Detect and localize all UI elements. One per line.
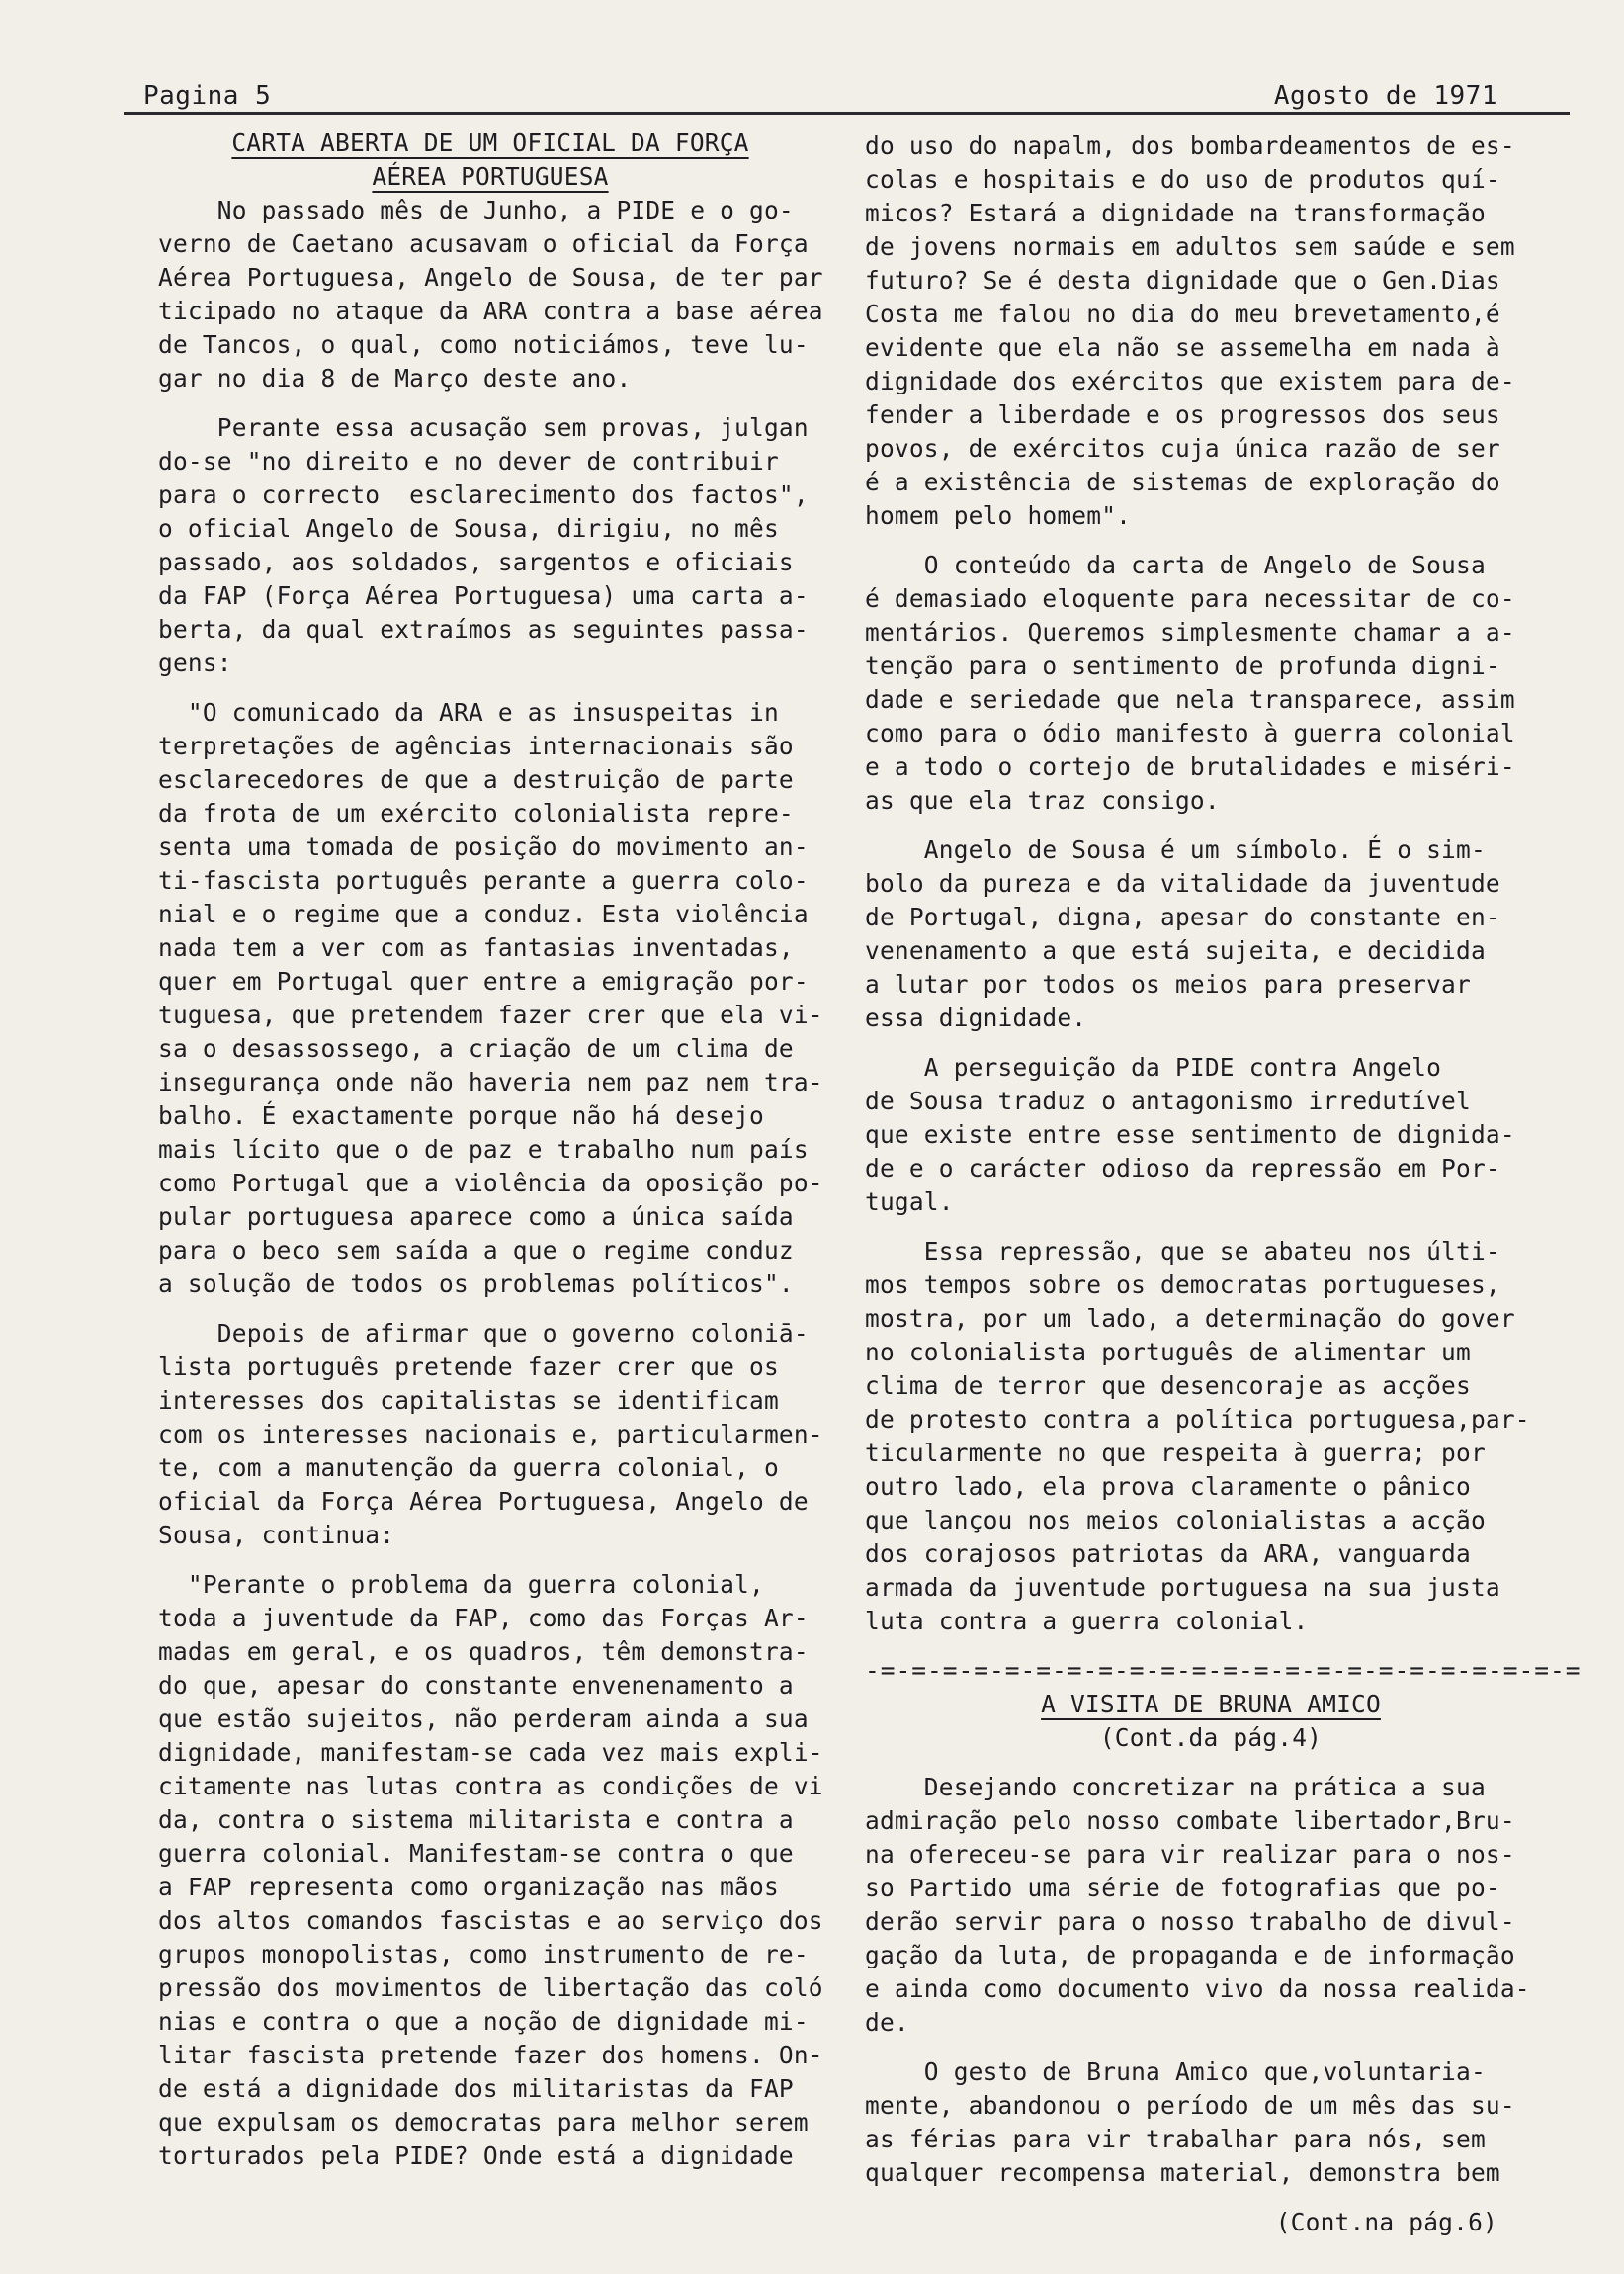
paragraph-gap — [158, 395, 822, 411]
text-line: "Perante o problema da guerra colonial, — [158, 1570, 764, 1599]
continued-on-note: (Cont.na pág.6) — [1275, 2208, 1497, 2236]
text-line: bolo da pureza e da vitalidade da juventude — [865, 869, 1500, 898]
text-line: ticularmente no que respeita à guerra; por — [865, 1439, 1486, 1467]
article-paragraph — [158, 696, 822, 1301]
publication-date: Agosto de 1971 — [1273, 81, 1497, 111]
text-line: nias e contra o que a noção de dignidade mi- — [158, 2007, 809, 2036]
text-line: interesses dos capitalistas se identificam — [158, 1386, 779, 1415]
continued-from-note: (Cont.da pág.4) — [1099, 1723, 1323, 1752]
text-line: a solução de todos os problemas políticos". — [158, 1269, 794, 1298]
text-line: pular portuguesa aparece como a única saída — [158, 1202, 794, 1231]
text-line: a lutar por todos os meios para preservar — [865, 970, 1471, 999]
text-line: micos? Estará a dignidade na transformação — [865, 199, 1486, 227]
paragraph-gap — [158, 1552, 822, 1568]
text-line: Sousa, continua: — [158, 1521, 395, 1549]
paragraph-gap — [158, 680, 822, 696]
text-line: no colonialista português de alimentar um — [865, 1338, 1471, 1366]
text-line: fender a liberdade e os progressos dos seus — [865, 400, 1500, 429]
text-line: berta, da qual extraímos as seguintes passa- — [158, 615, 809, 644]
text-line: oficial da Força Aérea Portuguesa, Angelo de — [158, 1487, 809, 1516]
text-line: balho. É exactamente porque não há desejo — [158, 1101, 764, 1130]
text-line: dade e seriedade que nela transparece, assim — [865, 685, 1515, 714]
paragraph-gap — [865, 818, 1557, 833]
article-paragraph — [158, 1568, 822, 2173]
text-line: Essa repressão, que se abateu nos últi- — [865, 1237, 1500, 1266]
text-line: que expulsam os democratas para melhor serem — [158, 2108, 809, 2137]
text-line: outro lado, ela prova claramente o pânico — [865, 1472, 1471, 1501]
article-paragraph — [158, 1317, 822, 1552]
text-line: ti-fascista português perante a guerra colo- — [158, 866, 809, 895]
text-line: de Tancos, o qual, como noticiámos, teve lu- — [158, 330, 809, 359]
paragraph-gap — [158, 2173, 822, 2189]
paragraph-gap — [865, 1219, 1557, 1235]
text-line: dos corajosos patriotas da ARA, vanguarda — [865, 1539, 1471, 1568]
text-line: e a todo o cortejo de brutalidades e miséri- — [865, 752, 1515, 781]
article-paragraph — [865, 130, 1557, 533]
text-line: dignidade dos exércitos que existem para de- — [865, 367, 1515, 395]
right-column — [865, 130, 1581, 2239]
text-line: gar no dia 8 de Março deste ano. — [158, 364, 632, 393]
text-line: de e o carácter odioso da repressão em Por- — [865, 1154, 1500, 1182]
text-line: venenamento a que está sujeita, e decidida — [865, 936, 1486, 965]
text-line: passado, aos soldados, sargentos e oficiais — [158, 548, 794, 576]
text-line: colas e hospitais e do uso de produtos quí- — [865, 165, 1500, 194]
article-paragraph — [865, 549, 1557, 818]
text-line: da, contra o sistema militarista e contra a — [158, 1805, 794, 1834]
text-line: para o beco sem saída a que o regime conduz — [158, 1236, 794, 1265]
text-line: dos altos comandos fascistas e ao serviço dos — [158, 1906, 823, 1935]
text-line: do que, apesar do constante envenenamento a — [158, 1671, 794, 1700]
text-line: Desejando concretizar na prática a sua — [865, 1773, 1486, 1801]
text-line: quer em Portugal quer entre a emigração por- — [158, 967, 809, 996]
text-line: do-se "no direito e no dever de contribuir — [158, 447, 779, 476]
text-line: as que ela traz consigo. — [865, 786, 1220, 815]
text-line: "O comunicado da ARA e as insuspeitas in — [158, 698, 779, 727]
article-paragraph — [158, 411, 822, 680]
text-line: Perante essa acusação sem provas, julgan — [158, 413, 809, 442]
text-line: na ofereceu-se para vir realizar para o nos- — [865, 1840, 1515, 1869]
text-line: esclarecedores de que a destruição de parte — [158, 765, 794, 794]
page-number: Pagina 5 — [143, 81, 272, 111]
article-title: CARTA ABERTA DE UM OFICIAL DA FORÇA — [231, 129, 749, 157]
text-line: clima de terror que desencoraje as acções — [865, 1371, 1471, 1400]
text-line: homem pelo homem". — [865, 501, 1132, 530]
text-line: No passado mês de Junho, a PIDE e o go- — [158, 196, 794, 224]
article-paragraph — [865, 1051, 1557, 1219]
section-separator: -=-=-=-=-=-=-=-=-=-=-=-=-=-=-=-=-=-=-=-=-=-=-= — [865, 1656, 1581, 1685]
text-line: armada da juventude portuguesa na sua justa — [865, 1573, 1500, 1602]
header-rule — [124, 112, 1570, 115]
text-line: O gesto de Bruna Amico que,voluntaria- — [865, 2057, 1486, 2086]
text-line: de. — [865, 2008, 909, 2037]
text-line: gação da luta, de propaganda e de informação — [865, 1941, 1515, 1969]
text-line: so Partido uma série de fotografias que po- — [865, 1874, 1500, 1902]
article-title: AÉREA PORTUGUESA — [372, 162, 609, 191]
text-line: que lançou nos meios colonialistas a acção — [865, 1506, 1486, 1534]
text-line: futuro? Se é desta dignidade que o Gen.Dias — [865, 266, 1500, 295]
text-line: de está a dignidade dos militaristas da FAP — [158, 2074, 794, 2103]
text-line: a FAP representa como organização nas mãos — [158, 1873, 779, 1901]
text-line: verno de Caetano acusavam o oficial da Força — [158, 229, 809, 258]
text-line: como para o ódio manifesto à guerra colonial — [865, 719, 1515, 747]
text-line: de Portugal, digna, apesar do constante en- — [865, 903, 1500, 931]
text-line: madas em geral, e os quadros, têm demonstra- — [158, 1637, 809, 1666]
text-line: luta contra a guerra colonial. — [865, 1607, 1309, 1635]
text-line: as férias para vir trabalhar para nós, sem — [865, 2125, 1486, 2153]
section-paragraph — [865, 1771, 1557, 2040]
text-line: citamente nas lutas contra as condições de vi — [158, 1772, 823, 1800]
text-line: mentários. Queremos simplesmente chamar a a- — [865, 618, 1515, 647]
paragraph-gap — [865, 2190, 1557, 2206]
text-line: toda a juventude da FAP, como das Forças Ar- — [158, 1604, 809, 1632]
text-line: gens: — [158, 649, 232, 677]
text-line: de Sousa traduz o antagonismo irredutível — [865, 1087, 1471, 1115]
text-line: Aérea Portuguesa, Angelo de Sousa, de ter par — [158, 263, 823, 292]
text-line: da FAP (Força Aérea Portuguesa) uma carta a- — [158, 581, 809, 610]
text-line: ticipado no ataque da ARA contra a base aérea — [158, 297, 823, 325]
article-paragraph — [865, 1235, 1557, 1638]
text-line: grupos monopolistas, como instrumento de re- — [158, 1940, 809, 1968]
article-paragraph — [865, 833, 1557, 1035]
text-line: tugal. — [865, 1187, 954, 1216]
text-line: essa dignidade. — [865, 1004, 1087, 1032]
text-line: mais lícito que o de paz e trabalho num país — [158, 1135, 809, 1164]
text-line: O conteúdo da carta de Angelo de Sousa — [865, 551, 1486, 579]
text-line: tuguesa, que pretendem fazer crer que ela vi- — [158, 1001, 823, 1029]
text-line: Depois de afirmar que o governo coloniā- — [158, 1319, 809, 1348]
text-line: tenção para o sentimento de profunda digni- — [865, 652, 1500, 680]
text-line: é demasiado eloquente para necessitar de co- — [865, 584, 1515, 613]
text-line: e ainda como documento vivo da nossa realida- — [865, 1974, 1530, 2003]
text-line: derão servir para o nosso trabalho de divul- — [865, 1907, 1515, 1936]
text-line: é a existência de sistemas de exploração do — [865, 468, 1500, 496]
text-line: como Portugal que a violência da oposição po- — [158, 1169, 823, 1197]
text-line: nial e o regime que a conduz. Esta violência — [158, 900, 809, 928]
text-line: senta uma tomada de posição do movimento an- — [158, 832, 809, 861]
text-line: lista português pretende fazer crer que os — [158, 1353, 779, 1381]
section-title: A VISITA DE BRUNA AMICO — [1041, 1690, 1381, 1718]
text-line: nada tem a ver com as fantasias inventadas, — [158, 933, 794, 962]
text-line: que estão sujeitos, não perderam ainda a sua — [158, 1705, 809, 1733]
text-line: Angelo de Sousa é um símbolo. É o sim- — [865, 835, 1486, 864]
text-line: mostra, por um lado, a determinação do gover — [865, 1304, 1515, 1333]
article-paragraph — [158, 194, 822, 395]
text-line: que existe entre esse sentimento de dignida- — [865, 1120, 1515, 1149]
paragraph-gap — [865, 533, 1557, 549]
text-line: pressão dos movimentos de libertação das coló — [158, 1973, 823, 2002]
section-paragraph — [865, 2055, 1557, 2190]
text-line: o oficial Angelo de Sousa, dirigiu, no mês — [158, 514, 779, 543]
text-line: do uso do napalm, dos bombardeamentos de es- — [865, 131, 1515, 160]
text-line: de protesto contra a política portuguesa,par- — [865, 1405, 1530, 1434]
text-line: dignidade, manifestam-se cada vez mais expli- — [158, 1738, 823, 1767]
text-line: para o correcto esclarecimento dos factos", — [158, 481, 809, 509]
paragraph-gap — [865, 1638, 1557, 1654]
text-line: mos tempos sobre os democratas portugueses, — [865, 1270, 1500, 1299]
text-line: litar fascista pretende fazer dos homens. On- — [158, 2041, 823, 2069]
text-line: sa o desassossego, a criação de um clima de — [158, 1034, 794, 1063]
text-line: qualquer recompensa material, demonstra bem — [865, 2158, 1500, 2187]
text-line: guerra colonial. Manifestam-se contra o que — [158, 1839, 794, 1868]
paragraph-gap — [865, 1755, 1557, 1771]
text-line: de jovens normais em adultos sem saúde e sem — [865, 232, 1515, 261]
paragraph-gap — [865, 1035, 1557, 1051]
text-line: Costa me falou no dia do meu brevetamento,é — [865, 300, 1500, 328]
text-line: torturados pela PIDE? Onde está a dignidade — [158, 2142, 794, 2170]
text-line: povos, de exércitos cuja única razão de ser — [865, 434, 1500, 463]
paragraph-gap — [158, 1301, 822, 1317]
text-line: A perseguição da PIDE contra Angelo — [865, 1053, 1442, 1082]
text-line: insegurança onde não haveria nem paz nem tra- — [158, 1068, 823, 1096]
paragraph-gap — [865, 2040, 1557, 2055]
text-line: terpretações de agências internacionais são — [158, 732, 794, 760]
text-line: te, com a manutenção da guerra colonial, o — [158, 1453, 779, 1482]
text-line: admiração pelo nosso combate libertador,Bru- — [865, 1806, 1515, 1835]
text-line: mente, abandonou o período de um mês das su- — [865, 2091, 1515, 2120]
text-line: com os interesses nacionais e, particularmen- — [158, 1420, 823, 1448]
text-line: da frota de um exército colonialista repre- — [158, 799, 794, 828]
left-column — [158, 127, 822, 2189]
text-line: evidente que ela não se assemelha em nada à — [865, 333, 1500, 362]
